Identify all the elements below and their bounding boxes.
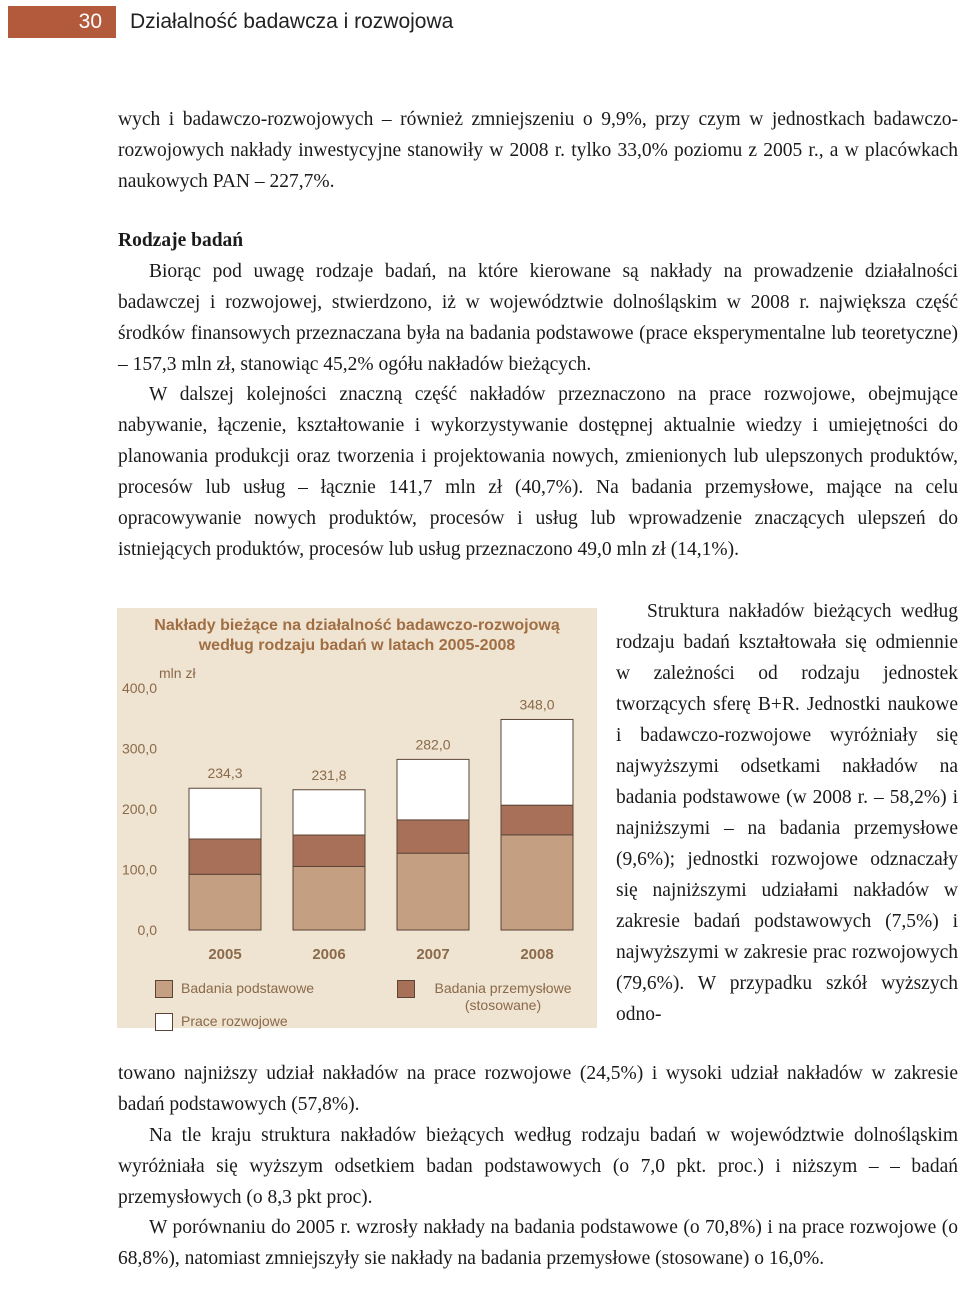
bar-total-label: 234,3 bbox=[207, 765, 243, 782]
page-header bbox=[0, 0, 960, 44]
paragraph-2: Biorąc pod uwagę rodzaje badań, na które kierowane są nakłady na prowadzenie działalności badawczej i rozwojowej, stwierdzono, iż w województwie dolnośląskim w 2008 r. największa część środków finansowych przeznaczana była na badania podstawowe (prace eksperymentalne lub teoretyczne) – 157,3 mln zł, stanowiąc 45,2% ogółu nakładów bieżących. bbox=[118, 261, 958, 375]
y-tick-label: 300,0 bbox=[121, 740, 157, 757]
bar-total-label: 348,0 bbox=[519, 696, 555, 713]
bar-segment-badania-przemysłowe-stosowane- bbox=[397, 820, 469, 853]
section-heading: Rodzaje badań bbox=[118, 230, 244, 251]
bar-segment-prace-rozwojowe bbox=[293, 790, 365, 835]
y-axis-unit-label: mln zł bbox=[159, 665, 196, 681]
stacked-bar-chart bbox=[117, 608, 597, 1028]
x-category-label: 2008 bbox=[520, 946, 554, 963]
paragraph-1: wych i badawczo-rozwojowych – również zmniejszeniu o 9,9%, przy czym w jednostkach badawczo-rozwojowych nakłady inwestycyjne stanowiły w 2008 r. tylko 33,0% poziomu z 2005 r., a w placówkach naukowych PAN – 227,7%. bbox=[118, 109, 958, 192]
y-tick-label: 400,0 bbox=[121, 680, 157, 696]
x-category-label: 2005 bbox=[208, 946, 242, 963]
bar-segment-badania-przemysłowe-stosowane- bbox=[501, 805, 573, 835]
bar-segment-badania-podstawowe bbox=[501, 835, 573, 930]
bar-segment-badania-podstawowe bbox=[397, 853, 469, 930]
bar-segment-badania-przemysłowe-stosowane- bbox=[189, 839, 261, 874]
paragraph-4-side: Struktura nakładów bieżących według rodzaju badań kształtowała się odmiennie w zależności od rodzaju jednostek tworzących sferę B+R. Jednostki naukowe i badawczo-rozwojowe wyróżniały się najwyższymi odsetkami nakładów na badania podstawowe (w 2008 r. – 58,2%) i najniższymi – na badania przemysłowe (9,6%); jednostki rozwojowe odznaczały się najniższymi udziałami nakładów w zakresie badań podstawowych (7,5%) i najwyższymi w zakresie prac rozwojowych (79,6%). W przypadku szkół wyższych odno- bbox=[616, 601, 958, 1025]
legend-label: Badania przemysłowe (stosowane) bbox=[434, 980, 572, 1013]
legend-swatch bbox=[155, 1013, 173, 1031]
y-tick-label: 200,0 bbox=[121, 801, 157, 817]
page-number: 30 bbox=[8, 6, 116, 38]
legend-swatch bbox=[155, 980, 173, 998]
paragraph-6: W porównaniu do 2005 r. wzrosły nakłady na badania podstawowe (o 70,8%) i na prace rozwojowe (o 68,8%), natomiast zmniejszyły sie nakłady na badania przemysłowe (stosowane) o 16,0%. bbox=[118, 1217, 958, 1269]
legend-label: Prace rozwojowe bbox=[181, 1013, 288, 1029]
chart-title: Nakłady bieżące na działalność badawczo-rozwojową według rodzaju badań w latach 2005-2008 bbox=[154, 617, 560, 654]
bar-segment-prace-rozwojowe bbox=[189, 788, 261, 839]
legend-swatch bbox=[397, 980, 415, 998]
legend-label: Badania podstawowe bbox=[181, 980, 315, 996]
legend-item-industrial bbox=[397, 980, 587, 1014]
chart-panel bbox=[117, 608, 597, 1028]
bar-total-label: 282,0 bbox=[415, 736, 451, 753]
bar-segment-badania-podstawowe bbox=[293, 866, 365, 930]
bar-segment-badania-podstawowe bbox=[189, 874, 261, 930]
x-category-label: 2007 bbox=[416, 946, 450, 963]
y-tick-label: 100,0 bbox=[121, 861, 157, 878]
paragraph-4-continued: towano najniższy udział nakładów na prace rozwojowe (24,5%) i wysoki udział nakładów w zakresie badań podstawowych (57,8%). bbox=[118, 1063, 958, 1115]
x-category-label: 2006 bbox=[312, 946, 346, 963]
legend-item-development bbox=[155, 1013, 288, 1031]
bar-segment-prace-rozwojowe bbox=[397, 759, 469, 820]
bar-segment-badania-przemysłowe-stosowane- bbox=[293, 835, 365, 866]
paragraph-3: W dalszej kolejności znaczną część nakładów przeznaczono na prace rozwojowe, obejmujące nabywanie, łączenie, kształtowanie i wykorzystywanie dostępnej aktualnie wiedzy i umiejętności do planowania produkcji oraz tworzenia i projektowania nowych, zmienionych lub ulepszonych produktów, procesów lub usług – łącznie 141,7 mln zł (40,7%). Na badania przemysłowe, mające na celu opracowywanie nowych produktów, procesów i usług lub wprowadzenie znaczących ulepszeń do istniejących produktów, procesów lub usług przeznaczono 49,0 mln zł (14,1%). bbox=[118, 384, 958, 560]
legend-item-basic bbox=[155, 980, 314, 998]
y-tick-label: 0,0 bbox=[137, 922, 157, 938]
bar-segment-prace-rozwojowe bbox=[501, 719, 573, 805]
paragraph-5: Na tle kraju struktura nakładów bieżących według rodzaju badań w województwie dolnośląskim wyróżniała się wyższym odsetkiem badan podstawowych (o 7,0 pkt. proc.) i niższym – – badań przemysłowych (o 8,3 pkt proc). bbox=[118, 1125, 958, 1208]
section-title: Działalność badawcza i rozwojowa bbox=[130, 10, 454, 33]
bar-total-label: 231,8 bbox=[311, 766, 347, 783]
